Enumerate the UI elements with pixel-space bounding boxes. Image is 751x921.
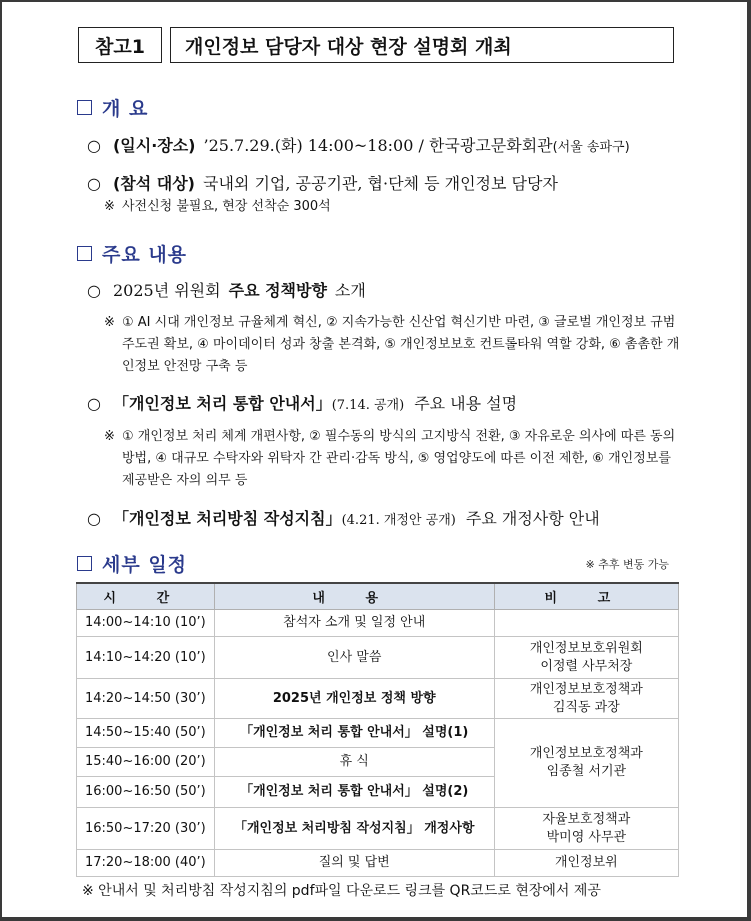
note-text: 사전신청 불필요, 현장 선착순 300석 xyxy=(122,199,331,214)
reference-tag: 참고1 xyxy=(78,27,162,63)
circle-bullet-icon: ○ xyxy=(87,509,101,528)
item-post: 주요 개정사항 안내 xyxy=(465,509,600,528)
cell-content: 「개인정보 처리 통합 안내서」 설명(2) xyxy=(214,777,494,808)
cell-time: 14:50~15:40 (50’) xyxy=(77,719,215,748)
square-bullet-icon xyxy=(77,246,92,261)
column-header-time: 시 간 xyxy=(77,583,215,610)
section-overview-heading xyxy=(77,94,148,121)
square-bullet-icon xyxy=(77,556,92,571)
schedule-side-note: ※ 추후 변동 가능 xyxy=(585,558,669,571)
schedule-table xyxy=(76,582,679,877)
item-paren: (서울 송파구) xyxy=(552,140,630,155)
circle-bullet-icon: ○ xyxy=(87,394,101,413)
item-post: 소개 xyxy=(334,281,366,300)
cell-content: 휴 식 xyxy=(214,748,494,777)
item-pre: 2025년 위원회 xyxy=(112,281,221,300)
cell-content: 「개인정보 처리 통합 안내서」 설명(1) xyxy=(214,719,494,748)
cell-remark: 개인정보보호정책과 임종철 서기관 xyxy=(494,719,678,808)
content-note-policy xyxy=(104,312,684,378)
cell-content: 2025년 개인정보 정책 방향 xyxy=(214,679,494,719)
cell-content: 질의 및 답변 xyxy=(214,850,494,877)
section-title: 세부 일정 xyxy=(102,554,188,576)
square-bullet-icon xyxy=(77,100,92,115)
cell-time: 14:20~14:50 (30’) xyxy=(77,679,215,719)
column-header-remark: 비 고 xyxy=(494,583,678,610)
note-mark: ※ xyxy=(104,199,115,214)
item-label: (참석 대상) xyxy=(112,174,195,193)
overview-note xyxy=(104,196,684,218)
section-title: 주요 내용 xyxy=(102,244,188,266)
table-header-row xyxy=(77,583,679,610)
item-text: 국내외 기업, 공공기관, 협·단체 등 개인정보 담당자 xyxy=(203,174,558,193)
cell-remark: 개인정보보호위원회 이정렬 사무처장 xyxy=(494,637,678,679)
content-item-privacy-policy xyxy=(87,506,600,529)
cell-content: 「개인정보 처리방침 작성지침」 개정사항 xyxy=(214,808,494,850)
item-mid: (7.14. 공개) xyxy=(331,398,405,413)
cell-time: 16:00~16:50 (50’) xyxy=(77,777,215,808)
circle-bullet-icon: ○ xyxy=(87,174,101,193)
overview-item-target xyxy=(87,171,558,194)
content-note-guide xyxy=(104,426,684,492)
item-mid: (4.21. 개정안 공개) xyxy=(341,513,456,528)
cell-time: 17:20~18:00 (40’) xyxy=(77,850,215,877)
cell-content: 참석자 소개 및 일정 안내 xyxy=(214,610,494,637)
section-title: 개 요 xyxy=(102,98,149,120)
circle-bullet-icon: ○ xyxy=(87,136,101,155)
cell-remark: 개인정보위 xyxy=(494,850,678,877)
column-header-content: 내 용 xyxy=(214,583,494,610)
content-item-guide xyxy=(87,391,517,414)
item-bold: 「개인정보 처리 통합 안내서」 xyxy=(112,394,332,413)
item-label: (일시·장소) xyxy=(112,136,196,155)
note-text: ① AI 시대 개인정보 규율체계 혁신, ② 지속가능한 신산업 혁신기반 마련, ③ 글로벌 개인정보 규범 주도권 확보, ④ 마이데이터 성과 창출 본격화, ⑤ 개인정보보호 컨트롤타워 역할 강화, ⑥ 촘촘한 개인정보 안전망 구축 등 xyxy=(122,315,680,374)
cell-time: 14:10~14:20 (10’) xyxy=(77,637,215,679)
content-item-policy xyxy=(87,278,366,301)
cell-remark: 개인정보보호정책과 김직동 과장 xyxy=(494,679,678,719)
cell-content: 인사 말씀 xyxy=(214,637,494,679)
table-row xyxy=(77,719,679,748)
cell-remark xyxy=(494,610,678,637)
table-row xyxy=(77,679,679,719)
item-text: ’25.7.29.(화) 14:00~18:00 / 한국광고문화회관 xyxy=(203,136,553,155)
circle-bullet-icon: ○ xyxy=(87,281,101,300)
section-main-content-heading xyxy=(77,240,187,267)
item-bold: 「개인정보 처리방침 작성지침」 xyxy=(112,509,342,528)
note-text: ① 개인정보 처리 체계 개편사항, ② 필수동의 방식의 고지방식 전환, ③ 자유로운 의사에 따른 동의 방법, ④ 대규모 수탁자와 위탁자 간 관리·감독 방식, ⑤ 영업양도에 따른 이전 제한, ⑥ 개인정보를 제공받은 자의 의무 등 xyxy=(122,429,676,488)
footer-note: ※ 안내서 및 처리방침 작성지침의 pdf파일 다운로드 링크를 QR코드로 현장에서 제공 xyxy=(82,883,601,899)
table-row xyxy=(77,850,679,877)
item-bold: 주요 정책방향 xyxy=(228,281,327,300)
note-mark: ※ xyxy=(104,429,115,444)
overview-item-datetime xyxy=(87,133,630,156)
cell-remark: 자율보호정책과 박미영 사무관 xyxy=(494,808,678,850)
cell-time: 14:00~14:10 (10’) xyxy=(77,610,215,637)
table-row xyxy=(77,808,679,850)
note-mark: ※ xyxy=(104,315,115,330)
cell-time: 16:50~17:20 (30’) xyxy=(77,808,215,850)
table-row xyxy=(77,637,679,679)
item-post: 주요 내용 설명 xyxy=(414,394,518,413)
table-row xyxy=(77,610,679,637)
document-title: 개인정보 담당자 대상 현장 설명회 개최 xyxy=(170,27,674,63)
section-schedule-heading xyxy=(77,550,187,577)
cell-time: 15:40~16:00 (20’) xyxy=(77,748,215,777)
